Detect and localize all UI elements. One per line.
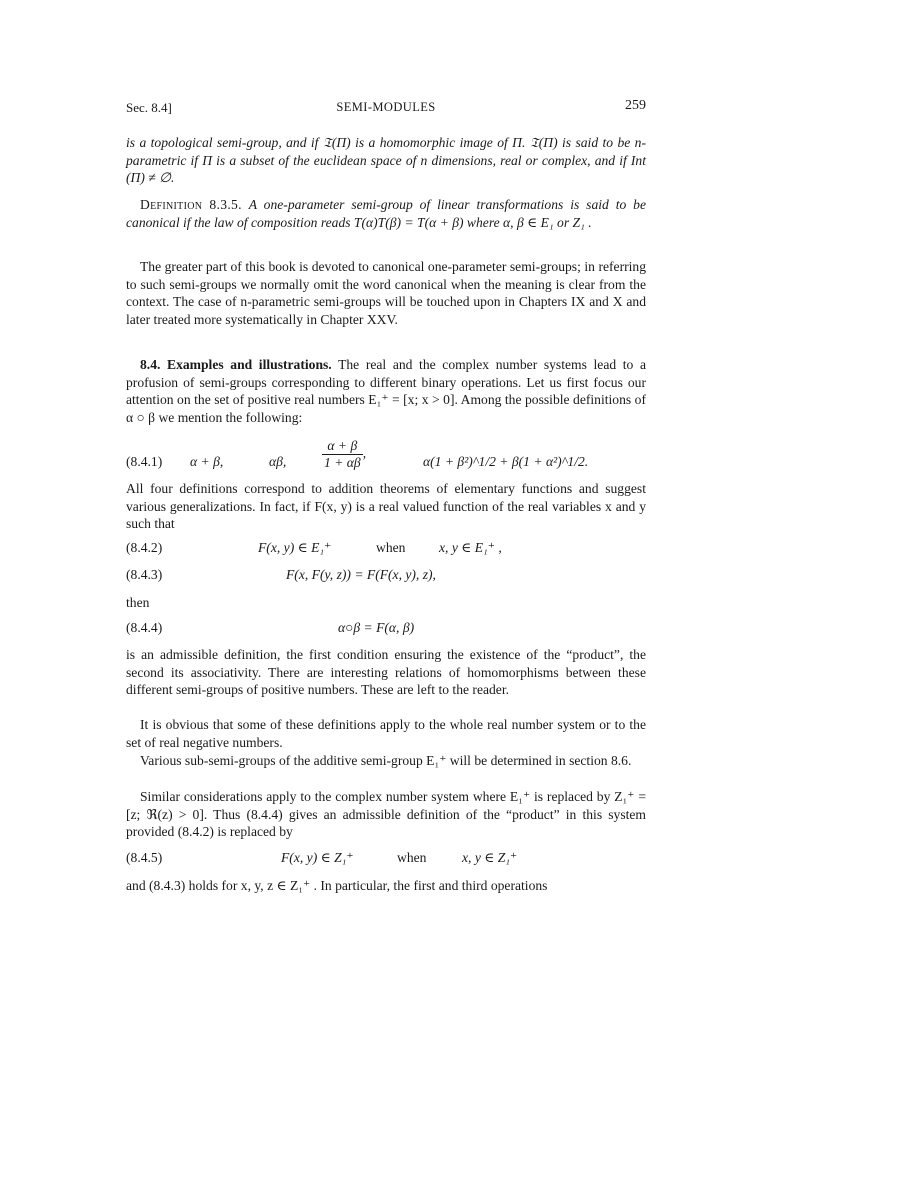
paragraph-similar: Similar considerations apply to the complex number system where E₁⁺ is replaced by Z₁⁺ = [z; ℜ(z) > 0]. Thus (8.4.4) gives an admissible definition of the “product” in this system provided (8.4.2) is replaced by <box>126 789 646 840</box>
paragraph-admissible: is an admissible definition, the first condition ensuring the existence of the “product”, the second its associativity. There are interesting relations of homomorphisms between these different semi-groups of positive numbers. These are left to the reader. <box>126 647 646 698</box>
eq-right: x, y ∈ Z₁⁺ <box>462 850 518 865</box>
eq-term-product: αβ, <box>269 454 287 469</box>
section-heading: 8.4. Examples and illustrations. <box>140 357 332 372</box>
paragraph-obvious: It is obvious that some of these definitions apply to the whole real number system or to the set of real negative numbers. <box>126 717 646 750</box>
chapter-title: SEMI-MODULES <box>336 100 436 114</box>
page-number: 259 <box>625 98 646 113</box>
equation-8-4-2 <box>126 540 646 562</box>
eq-left: F(x, y) ∈ Z₁⁺ <box>281 850 354 865</box>
equation-number: (8.4.1) <box>126 454 163 469</box>
eq-term-fraction <box>322 438 366 471</box>
section-ref: Sec. 8.4] <box>126 100 172 115</box>
eq-when: when <box>376 540 406 555</box>
equation-number: (8.4.4) <box>126 620 163 635</box>
eq-right: x, y ∈ E₁⁺ , <box>439 540 502 555</box>
definition-label: Definition 8.3.5. <box>140 197 242 212</box>
running-header <box>126 98 646 120</box>
equation-number: (8.4.5) <box>126 850 163 865</box>
eq-term-sqrt-sum: α(1 + β²)^1/2 + β(1 + α²)^1/2. <box>423 454 589 469</box>
eq-body: α○β = F(α, β) <box>338 620 415 635</box>
eq-body: F(x, F(y, z)) = F(F(x, y), z), <box>286 567 436 582</box>
paragraph-final: and (8.4.3) holds for x, y, z ∈ Z₁⁺ . In particular, the first and third operations <box>126 878 548 893</box>
eq-when: when <box>397 850 427 865</box>
intro-paragraph: is a topological semi-group, and if 𝔗(Π) is a homomorphic image of Π. 𝔗(Π) is said to be n-parametric if Π is a subset of the euclidean space of n dimensions, real or complex, and if Int (Π) ≠ ∅. <box>126 135 646 186</box>
equation-8-4-4 <box>126 620 646 642</box>
equation-8-4-5 <box>126 850 646 872</box>
fraction-numerator: α + β <box>322 438 363 455</box>
definition-8-3-5 <box>126 196 646 231</box>
eq-left: F(x, y) ∈ E₁⁺ <box>258 540 332 555</box>
equation-8-4-3 <box>126 567 646 589</box>
paragraph-various: Various sub-semi-groups of the additive semi-group E₁⁺ will be determined in section 8.6. <box>140 753 632 768</box>
eq-term-sum: α + β, <box>190 454 224 469</box>
paragraph-greater-part: The greater part of this book is devoted to canonical one-parameter semi-groups; in referring to such semi-groups we normally omit the word canonical when the meaning is clear from the context. The case of n-parametric semi-groups will be touched upon in Chapters IX and X and later treated more systematically in Chapter XXV. <box>126 259 646 327</box>
section-8-4-text: The real and the complex number systems lead to a profusion of semi-groups corresponding to different binary operations. Let us first focus our attention on the set of positive real numbers E₁⁺ = [x; x > 0]. Among the possible definitions of α ○ β we mention the following: <box>126 357 646 425</box>
equation-8-4-1 <box>126 438 646 476</box>
section-8-4-paragraph <box>126 356 646 426</box>
equation-number: (8.4.2) <box>126 540 163 555</box>
fraction-comma: , <box>362 445 367 461</box>
definition-text: A one-parameter semi-group of linear transformations is said to be canonical if the law of composition reads T(α)T(β) = T(α + β) where α, β ∈ E₁ or Z₁ . <box>126 197 646 230</box>
then-text: then <box>126 595 150 610</box>
equation-number: (8.4.3) <box>126 567 163 582</box>
fraction-denominator: 1 + αβ <box>324 455 361 470</box>
paragraph-all-four: All four definitions correspond to addition theorems of elementary functions and suggest various generalizations. In fact, if F(x, y) is a real valued function of the real variables x and y such that <box>126 481 646 532</box>
